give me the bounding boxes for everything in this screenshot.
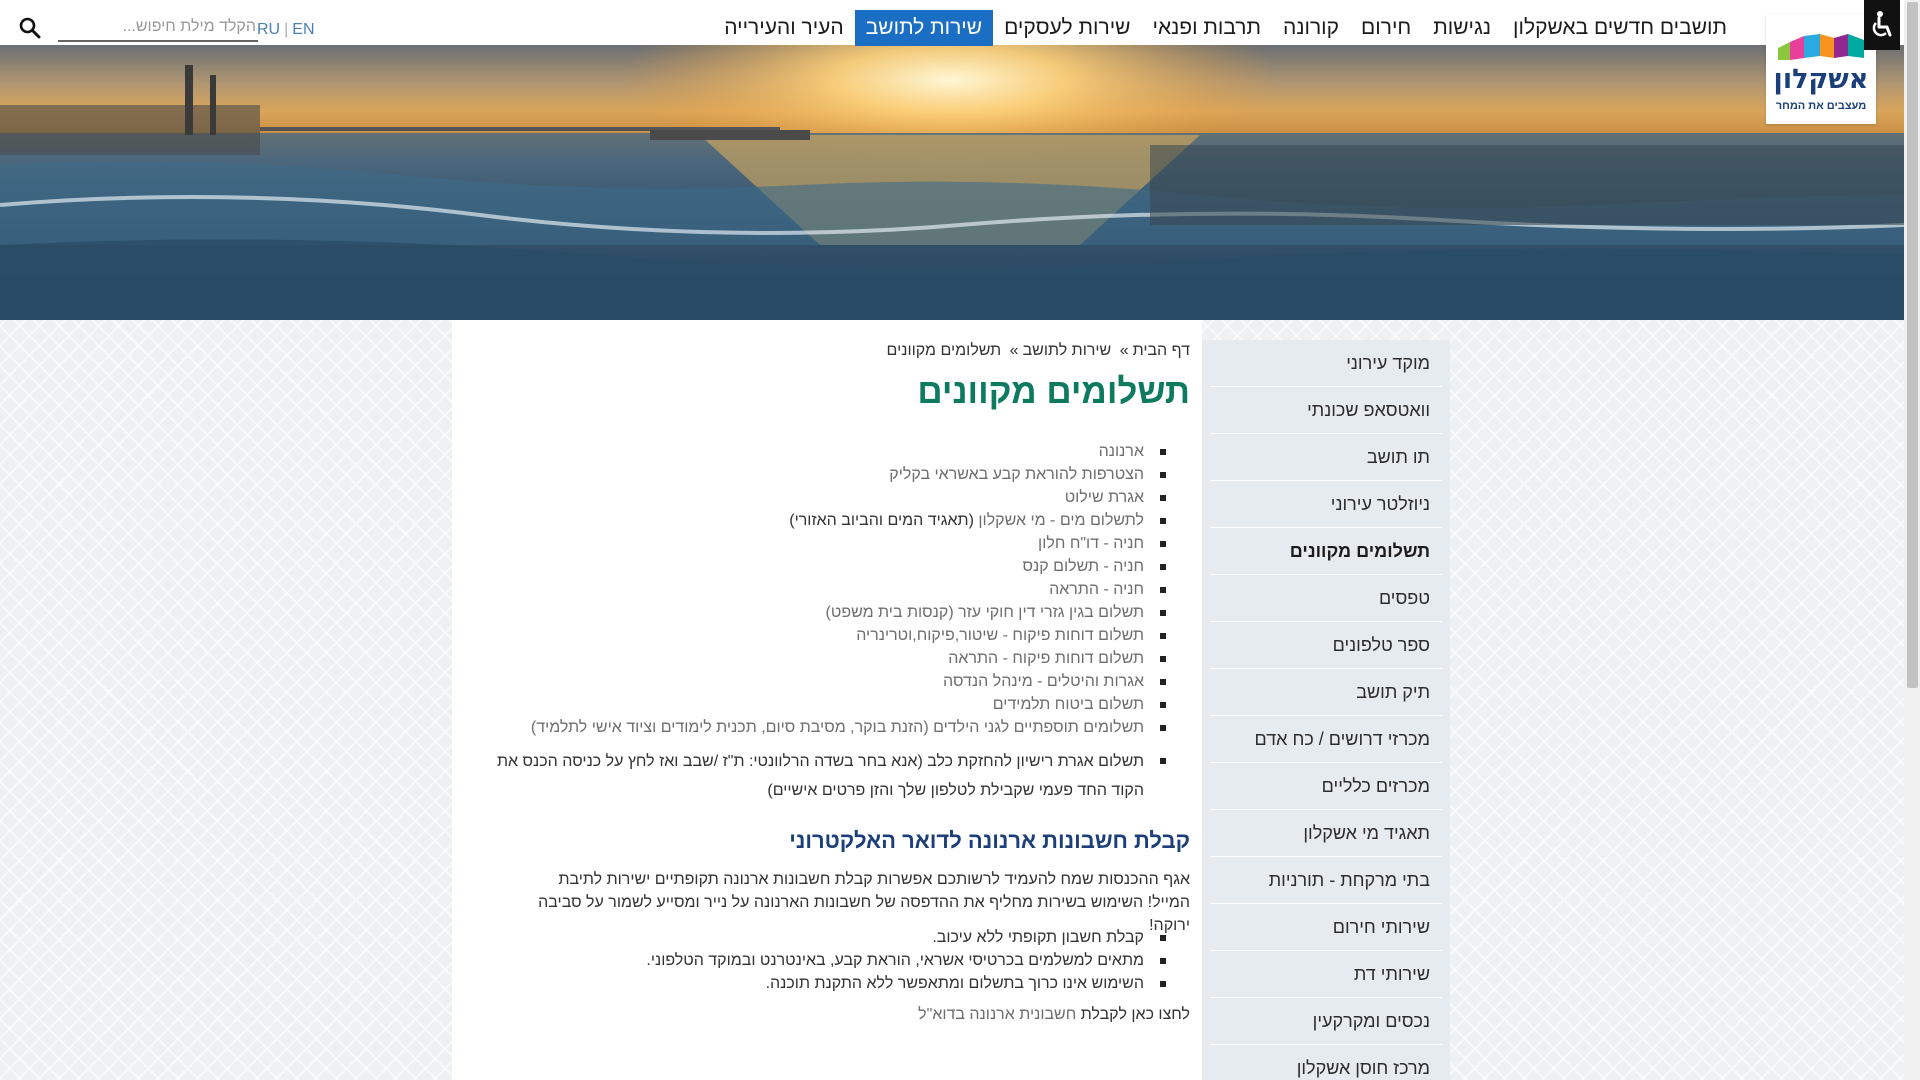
lang-separator: |: [284, 21, 289, 38]
nav-item-corona[interactable]: קורונה: [1283, 16, 1340, 39]
beach-sunset-illustration: [0, 45, 1904, 320]
nav-item-business-services[interactable]: שירות לעסקים: [1004, 16, 1131, 39]
page-scrollbar[interactable]: [1904, 0, 1920, 1080]
sidebar-item-resident-file[interactable]: תיק תושב: [1210, 669, 1442, 716]
sidebar-item-religious-services[interactable]: שירותי דת: [1210, 951, 1442, 998]
dog-license-payment-link[interactable]: תשלום אגרת רישיון להחזקת כלב (אנא בחר בשדה הרלוונטי: ת"ז /שבב ואז לחץ על כניסה הכנס את הקוד החד פעמי שקבילת לטלפון שלך והזן פרטים אישיים): [492, 747, 1172, 805]
payment-link-note: (תאגיד המים והביוב האזורי): [789, 512, 974, 529]
sidebar-item-water-corporation[interactable]: תאגיד מי אשקלון: [1210, 810, 1442, 857]
payment-link[interactable]: חניה - תשלום קנס: [492, 555, 1172, 578]
payment-link[interactable]: תשלום דוחות פיקוח - התראה: [492, 647, 1172, 670]
ashkelon-logo[interactable]: [1766, 14, 1876, 124]
sidebar-item-resident-permit[interactable]: תו תושב: [1210, 434, 1442, 481]
main-nav: [713, 10, 1738, 46]
breadcrumb-separator: »: [1119, 342, 1129, 359]
benefit-item: מתאים למשלמים בכרטיסי אשראי, הוראת קבע, באינטרנט ובמוקד הטלפוני.: [512, 949, 1172, 972]
sidebar-item-general-tenders[interactable]: מכרזים כלליים: [1210, 763, 1442, 810]
page-title: תשלומים מקוונים: [917, 372, 1190, 411]
hero-banner-image: [0, 45, 1904, 320]
payment-link[interactable]: הצטרפות להוראת קבע באשראי בקליק: [492, 463, 1172, 486]
nav-item-emergency[interactable]: חירום: [1361, 16, 1412, 39]
payment-links-list: [492, 440, 1172, 805]
payment-link[interactable]: אגרת שילוט: [492, 486, 1172, 509]
search-box: [14, 14, 246, 42]
sidebar-item-job-tenders[interactable]: מכרזי דרושים / כח אדם: [1210, 716, 1442, 763]
breadcrumb-separator: »: [1009, 342, 1019, 359]
lang-ru-link[interactable]: RU: [257, 21, 281, 38]
nav-item-accessibility[interactable]: נגישות: [1433, 16, 1492, 39]
logo-wordmark: אשקלון: [1773, 64, 1869, 95]
logo-tagline: מעצבים את המחר: [1775, 100, 1867, 112]
breadcrumb-current: תשלומים מקוונים: [886, 342, 1002, 359]
sidebar-item-online-payments[interactable]: תשלומים מקוונים: [1210, 528, 1442, 575]
language-switcher: [257, 21, 315, 39]
breadcrumb-home[interactable]: דף הבית: [1132, 342, 1190, 359]
nav-item-city[interactable]: העיר והעירייה: [724, 16, 844, 39]
payment-link[interactable]: חניה - התראה: [492, 578, 1172, 601]
email-bills-benefits-list: [512, 926, 1172, 995]
payment-link[interactable]: תשלום בגין גזרי דין חוקי עזר (קנסות בית משפט): [492, 601, 1172, 624]
accessibility-button[interactable]: [1864, 0, 1900, 50]
logo-stripes-icon: [1776, 28, 1868, 62]
benefit-item: קבלת חשבון תקופתי ללא עיכוב.: [512, 926, 1172, 949]
benefit-item: השימוש אינו כרוך בתשלום ומתאפשר ללא התקנת תוכנה.: [512, 972, 1172, 995]
sidebar-item-resilience-center[interactable]: מרכז חוסן אשקלון: [1210, 1045, 1442, 1080]
sidebar-item-pharmacies[interactable]: בתי מרקחת - תורניות: [1210, 857, 1442, 904]
payment-link[interactable]: ארנונה: [492, 440, 1172, 463]
sidebar-item-city-hotline[interactable]: מוקד עירוני: [1210, 340, 1442, 387]
payment-link[interactable]: אגרות והיטלים - מינהל הנדסה: [492, 670, 1172, 693]
nav-item-resident-services[interactable]: שירות לתושב: [855, 10, 993, 46]
sidebar-item-real-estate[interactable]: נכסים ומקרקעין: [1210, 998, 1442, 1045]
payment-link[interactable]: תשלום ביטוח תלמידים: [492, 693, 1172, 716]
email-bills-signup-link[interactable]: חשבונית ארנונה בדוא"ל: [918, 1006, 1077, 1023]
wheelchair-icon: [1869, 10, 1895, 40]
email-bills-cta: [918, 1006, 1190, 1024]
sidebar-item-neighborhood-whatsapp[interactable]: וואטסאפ שכונתי: [1210, 387, 1442, 434]
sidebar-item-emergency-services[interactable]: שירותי חירום: [1210, 904, 1442, 951]
sidebar-item-phone-book[interactable]: ספר טלפונים: [1210, 622, 1442, 669]
scrollbar-thumb[interactable]: [1907, 2, 1918, 688]
payment-link[interactable]: חניה - דו"ח חלון: [492, 532, 1172, 555]
cta-prefix: לחצו כאן לקבלת: [1080, 1006, 1190, 1023]
email-bills-description: אגף ההכנסות שמח להעמיד לרשותכם אפשרות קבלת חשבונות ארנונה תקופתיים ישירות לתיבת המייל! השימוש בשירות מחליף את ההדפסה של חשבונות הארנונה על נייר ומסייע לשמור על סביבה ירוקה!: [538, 871, 1190, 934]
payment-link[interactable]: [492, 509, 1172, 532]
payment-link-text[interactable]: לתשלום מים - מי אשקלון: [978, 512, 1144, 529]
search-input[interactable]: [58, 14, 258, 42]
payment-link[interactable]: תשלומים תוספתיים לגני הילדים (הזנת בוקר, מסיבת סיום, תכנית לימודים וציוד אישי לתלמיד): [492, 716, 1172, 739]
nav-item-new-residents[interactable]: תושבים חדשים באשקלון: [1513, 16, 1727, 39]
side-menu: [1202, 340, 1450, 1080]
search-icon[interactable]: [18, 16, 42, 40]
sidebar-item-forms[interactable]: טפסים: [1210, 575, 1442, 622]
breadcrumb-parent[interactable]: שירות לתושב: [1022, 342, 1112, 359]
nav-item-culture-leisure[interactable]: תרבות ופנאי: [1152, 16, 1262, 39]
lang-en-link[interactable]: EN: [292, 21, 315, 38]
sidebar-item-newsletter[interactable]: ניוזלטר עירוני: [1210, 481, 1442, 528]
breadcrumb: [887, 342, 1190, 360]
top-navigation-bar: [0, 0, 1904, 45]
payment-link[interactable]: תשלום דוחות פיקוח - שיטור,פיקוח,וטרינריה: [492, 624, 1172, 647]
email-bills-section-title: קבלת חשבונות ארנונה לדואר האלקטרוני: [789, 828, 1190, 853]
